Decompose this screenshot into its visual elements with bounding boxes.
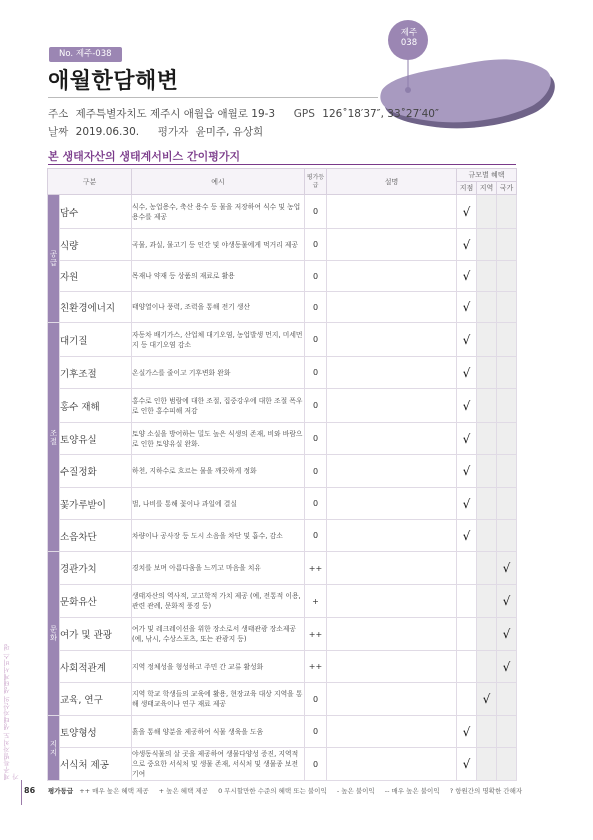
side-running-text: 제주특별자치도 생태자산의 생태계서비스 평가: [3, 643, 20, 780]
service-name: 대기질: [60, 323, 132, 357]
page-number: 86: [24, 786, 36, 795]
check-mark: √: [462, 204, 471, 219]
page-title: 애월한담해변: [48, 69, 179, 94]
scale-national-cell: [497, 651, 517, 683]
scale-local-cell: [457, 748, 477, 781]
service-example: 벌, 나비를 통해 꽃이나 과일에 결실: [132, 488, 305, 520]
island-label-line1: 제주: [400, 28, 418, 38]
scale-regional-cell: [477, 455, 497, 488]
service-name: 친환경에너지: [60, 292, 132, 323]
service-grade: ++: [305, 651, 327, 683]
scale-regional-cell: [477, 195, 497, 229]
scale-local-cell: [457, 585, 477, 618]
service-grade: 0: [305, 488, 327, 520]
service-grade: ++: [305, 552, 327, 585]
check-mark: √: [462, 269, 471, 283]
service-example: 온실가스를 줄이고 기후변화 완화: [132, 357, 305, 389]
scale-local-cell: [457, 552, 477, 585]
table-row: [48, 552, 517, 585]
service-name: 소음차단: [60, 520, 132, 552]
scale-national-cell: [497, 488, 517, 520]
service-name: 토양유실: [60, 423, 132, 455]
check-mark: √: [462, 496, 471, 511]
legend-item: ++ 매우 높은 혜택 제공: [79, 787, 149, 795]
service-example: 곡물, 과실, 물고기 등 인간 및 야생동물에게 먹거리 제공: [132, 229, 305, 261]
service-description: [327, 552, 457, 585]
service-name: 사회적관계: [60, 651, 132, 683]
table-row: [48, 748, 517, 781]
grade-legend: [48, 786, 523, 795]
scale-regional-cell: [477, 585, 497, 618]
header-local: 지점: [457, 182, 477, 195]
table-row: [48, 520, 517, 552]
address-value: 제주특별자치도 제주시 애월읍 애월로 19-3: [75, 108, 276, 120]
scale-regional-cell: [477, 389, 497, 423]
scale-regional-cell: [477, 261, 497, 292]
scale-local-cell: [457, 323, 477, 357]
check-mark: √: [462, 332, 471, 347]
service-description: [327, 261, 457, 292]
scale-regional-cell: [477, 651, 497, 683]
scale-regional-cell: [477, 488, 497, 520]
scale-regional-cell: [477, 357, 497, 389]
table-row: [48, 455, 517, 488]
scale-local-cell: [457, 292, 477, 323]
table-row: [48, 683, 517, 716]
service-grade: ++: [305, 618, 327, 651]
scale-local-cell: [457, 618, 477, 651]
side-divider: [21, 780, 22, 805]
scale-national-cell: [497, 229, 517, 261]
table-body: [48, 195, 517, 781]
pin-dot: [405, 87, 411, 93]
site-code-badge: No. 제주-038: [49, 47, 122, 62]
scale-national-cell: [497, 195, 517, 229]
service-name: 기후조절: [60, 357, 132, 389]
date-label: 날짜: [48, 126, 69, 138]
header-category: 구분: [48, 169, 132, 195]
scale-national-cell: [497, 455, 517, 488]
header-grade: 평가등급: [305, 169, 327, 195]
service-grade: 0: [305, 389, 327, 423]
table-row: [48, 389, 517, 423]
scale-local-cell: [457, 455, 477, 488]
scale-national-cell: [497, 261, 517, 292]
service-example: 홍수로 인한 범람에 대한 조절, 집중강우에 대한 조절 폭우로 인한 홍수피해 저감: [132, 389, 305, 423]
service-example: 토양 소실을 방어하는 밀도 높은 식생의 존재, 비와 바람으로 인한 토양유실 완화.: [132, 423, 305, 455]
table-row: [48, 261, 517, 292]
check-mark: √: [502, 659, 511, 674]
category-label: 문화: [48, 552, 60, 716]
scale-national-cell: [497, 585, 517, 618]
scale-local-cell: [457, 261, 477, 292]
service-example: 차량이나 공사장 등 도시 소음을 차단 및 흡수, 감소: [132, 520, 305, 552]
legend-item: - 높은 불이익: [336, 787, 375, 795]
check-mark: √: [482, 692, 491, 706]
service-description: [327, 520, 457, 552]
table-row: [48, 292, 517, 323]
table-row: [48, 651, 517, 683]
service-grade: 0: [305, 261, 327, 292]
scale-regional-cell: [477, 683, 497, 716]
category-label: 조절: [48, 323, 60, 552]
scale-national-cell: [497, 357, 517, 389]
date-value: 2019.06.30.: [75, 126, 140, 138]
service-example: 지역 정체성을 형성하고 주민 간 교류 활성화: [132, 651, 305, 683]
header-example: 예시: [132, 169, 305, 195]
service-name: 담수: [60, 195, 132, 229]
service-grade: 0: [305, 748, 327, 781]
scale-local-cell: [457, 716, 477, 748]
check-mark: √: [462, 398, 471, 413]
service-name: 교육, 연구: [60, 683, 132, 716]
service-description: [327, 651, 457, 683]
scale-national-cell: [497, 683, 517, 716]
service-description: [327, 292, 457, 323]
legend-title: 평가등급: [48, 787, 74, 795]
scale-regional-cell: [477, 552, 497, 585]
scale-national-cell: [497, 520, 517, 552]
service-example: 하천, 지하수로 흐르는 물을 깨끗하게 정화: [132, 455, 305, 488]
legend-item: ? 항원간의 명확한 간해자: [449, 787, 523, 795]
service-name: 여가 및 관광: [60, 618, 132, 651]
scale-local-cell: [457, 195, 477, 229]
scale-national-cell: [497, 323, 517, 357]
service-example: 흙을 통해 양분을 제공하여 식물 생육을 도움: [132, 716, 305, 748]
table-row: [48, 229, 517, 261]
check-mark: √: [462, 365, 471, 380]
service-description: [327, 229, 457, 261]
legend-item: + 높은 혜택 제공: [158, 787, 208, 795]
check-mark: √: [462, 464, 471, 478]
evaluator-label: 평가자: [157, 126, 189, 138]
service-grade: 0: [305, 357, 327, 389]
service-example: 여가 및 레크레이션을 위한 장소로서 생태관광 장소제공 (예, 낚시, 수상스포츠, 또는 관광지 등): [132, 618, 305, 651]
gps-value: 126˚18′37″, 33˚27′40″: [322, 108, 439, 120]
scale-regional-cell: [477, 292, 497, 323]
service-example: 태양열이나 풍력, 조력을 통해 전기 생산: [132, 292, 305, 323]
scale-national-cell: [497, 292, 517, 323]
header-regional: 지역: [477, 182, 497, 195]
service-example: 자동차 배기가스, 산업체 대기오염, 농업발생 먼지, 미세먼지 등 대기오염 감소: [132, 323, 305, 357]
scale-local-cell: [457, 683, 477, 716]
date-line: [48, 124, 263, 139]
check-mark: √: [462, 237, 471, 252]
service-grade: +: [305, 585, 327, 618]
service-name: 문화유산: [60, 585, 132, 618]
service-description: [327, 455, 457, 488]
scale-local-cell: [457, 520, 477, 552]
table-row: [48, 618, 517, 651]
service-description: [327, 618, 457, 651]
service-grade: 0: [305, 195, 327, 229]
header-scale: 규모별 혜택: [457, 169, 517, 182]
service-description: [327, 323, 457, 357]
service-name: 홍수 재해: [60, 389, 132, 423]
service-description: [327, 389, 457, 423]
service-grade: 0: [305, 716, 327, 748]
scale-regional-cell: [477, 520, 497, 552]
ecosystem-service-table: [47, 168, 517, 781]
service-example: 지역 학교 학생들의 교육에 활용, 현장교육 대상 지역을 통해 생태교육이나 연구 재료 제공: [132, 683, 305, 716]
scale-national-cell: [497, 423, 517, 455]
check-mark: √: [462, 528, 471, 543]
service-grade: 0: [305, 520, 327, 552]
service-name: 수질정화: [60, 455, 132, 488]
header-description: 설명: [327, 169, 457, 195]
scale-regional-cell: [477, 748, 497, 781]
service-grade: 0: [305, 323, 327, 357]
legend-item: 0 무시할만한 수준의 혜택 또는 불이익: [218, 787, 327, 795]
service-description: [327, 423, 457, 455]
service-description: [327, 585, 457, 618]
island-site-label: [393, 28, 425, 48]
section-divider: [48, 164, 516, 165]
service-grade: 0: [305, 455, 327, 488]
service-example: 식수, 농업용수, 축산 용수 등 물을 저장하여 식수 및 농업용수를 제공: [132, 195, 305, 229]
scale-regional-cell: [477, 423, 497, 455]
check-mark: √: [462, 724, 471, 739]
service-example: 생태자산의 역사적, 고고학적 가치 제공 (예, 전통적 이용, 관련 관례, 문화적 풍경 등): [132, 585, 305, 618]
scale-national-cell: [497, 748, 517, 781]
gps-label: GPS: [293, 108, 315, 120]
service-description: [327, 748, 457, 781]
service-name: 토양형성: [60, 716, 132, 748]
scale-national-cell: [497, 716, 517, 748]
service-name: 경관가치: [60, 552, 132, 585]
scale-national-cell: [497, 389, 517, 423]
table-row: [48, 585, 517, 618]
category-label: 지지: [48, 716, 60, 781]
check-mark: √: [462, 757, 471, 771]
table-row: [48, 423, 517, 455]
legend-item: -- 매우 높은 불이익: [384, 787, 440, 795]
check-mark: √: [502, 627, 511, 641]
check-mark: √: [502, 594, 511, 608]
scale-regional-cell: [477, 716, 497, 748]
scale-national-cell: [497, 618, 517, 651]
check-mark: √: [462, 300, 471, 314]
evaluator-value: 윤미주, 유상희: [195, 126, 264, 138]
scale-local-cell: [457, 488, 477, 520]
service-grade: 0: [305, 423, 327, 455]
service-description: [327, 683, 457, 716]
scale-regional-cell: [477, 229, 497, 261]
service-example: 경치를 보며 아름다움을 느끼고 마음을 치유: [132, 552, 305, 585]
check-mark: √: [502, 561, 511, 575]
table-row: [48, 195, 517, 229]
service-grade: 0: [305, 292, 327, 323]
scale-local-cell: [457, 389, 477, 423]
service-name: 꽃가루받이: [60, 488, 132, 520]
service-description: [327, 357, 457, 389]
table-row: [48, 357, 517, 389]
table-row: [48, 716, 517, 748]
scale-local-cell: [457, 651, 477, 683]
header-national: 국가: [497, 182, 517, 195]
service-description: [327, 488, 457, 520]
scale-local-cell: [457, 423, 477, 455]
service-grade: 0: [305, 683, 327, 716]
address-label: 주소: [48, 108, 69, 120]
table-row: [48, 488, 517, 520]
service-name: 자원: [60, 261, 132, 292]
service-description: [327, 195, 457, 229]
service-name: 식량: [60, 229, 132, 261]
section-title: 본 생태자산의 생태계서비스 간이평가지: [48, 150, 241, 163]
title-divider: [48, 97, 378, 98]
scale-national-cell: [497, 552, 517, 585]
service-example: 야생동식물의 살 곳을 제공하여 생물다양성 증진, 지역적으로 중요한 서식처 및 생물 존재, 서식처 및 생물종 보전 기여: [132, 748, 305, 781]
scale-regional-cell: [477, 618, 497, 651]
address-line: [48, 106, 439, 121]
service-name: 서식처 제공: [60, 748, 132, 781]
table-row: [48, 323, 517, 357]
scale-local-cell: [457, 229, 477, 261]
scale-regional-cell: [477, 323, 497, 357]
scale-local-cell: [457, 357, 477, 389]
check-mark: √: [462, 431, 471, 446]
service-grade: 0: [305, 229, 327, 261]
category-label: 공급: [48, 195, 60, 323]
island-label-line2: 038: [400, 38, 418, 48]
service-example: 목재나 약재 등 상품의 재료로 활용: [132, 261, 305, 292]
service-description: [327, 716, 457, 748]
